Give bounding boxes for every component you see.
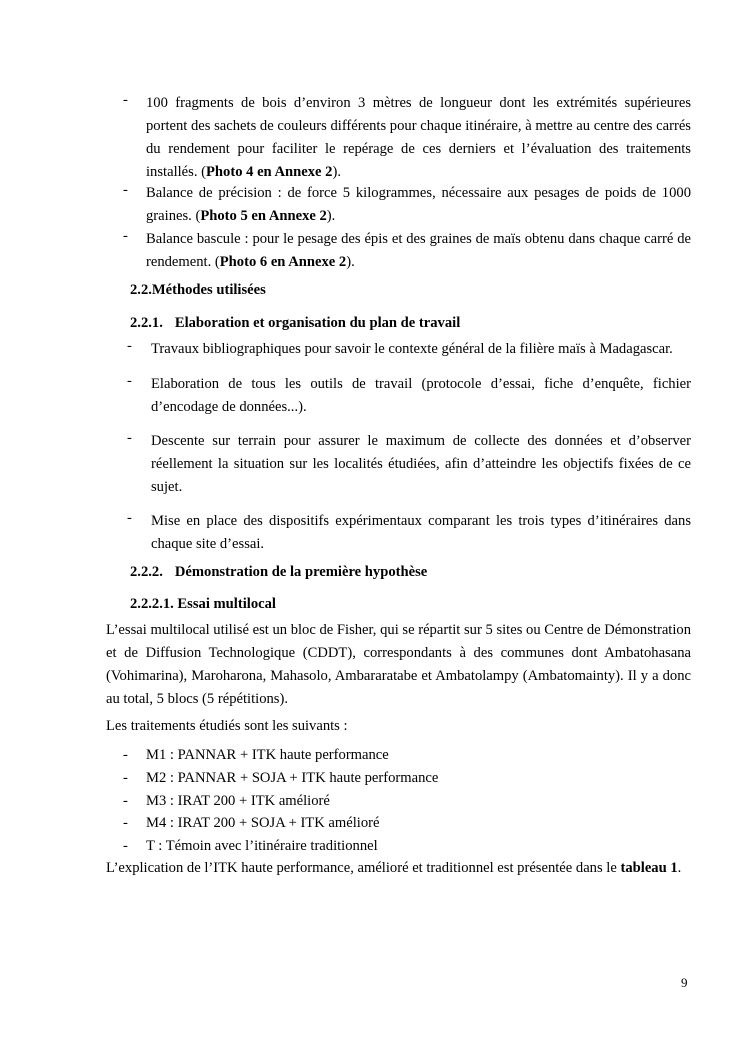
- material-item-balance-bascule: Balance bascule : pour le pesage des épis et des graines de maïs obtenu dans chaque carré de rendement. (Photo 6 en Annexe 2).: [146, 231, 691, 270]
- page-number: 9: [681, 975, 688, 990]
- photo-reference: Photo 4 en Annexe 2: [206, 164, 333, 180]
- material-item-fragments: 100 fragments de bois d’environ 3 mètres de longueur dont les extrémités supérieures portent des sachets de couleurs différents pour chaque itinéraire, à mettre au centre des carrés du rendement pour faciliter le repérage de ces derniers et l’évaluation des traitements installés. (Photo 4 en Annexe 2).: [146, 95, 691, 180]
- table-reference: tableau 1: [620, 860, 678, 876]
- paragraph-explication: L’explication de l’ITK haute performance, amélioré et traditionnel est présentée dans le tableau 1.: [106, 860, 682, 876]
- section-heading-2-2-2: 2.2.2. Démonstration de la première hypothèse: [130, 564, 428, 580]
- list-dash: -: [123, 182, 128, 198]
- list-dash: -: [127, 338, 132, 354]
- list-dash: -: [127, 510, 132, 526]
- treatment-item: M4 : IRAT 200 + SOJA + ITK amélioré: [146, 815, 380, 831]
- treatment-item: T : Témoin avec l’itinéraire traditionnel: [146, 838, 378, 854]
- photo-reference: Photo 5 en Annexe 2: [200, 208, 327, 224]
- section-heading-2-2: 2.2.Méthodes utilisées: [130, 282, 266, 298]
- plan-item: Descente sur terrain pour assurer le maximum de collecte des données et d’observer réellement la situation sur les localités étudiées, afin d’atteindre les objectifs fixées de ce sujet.: [151, 433, 691, 495]
- list-dash: -: [123, 838, 128, 854]
- plan-item: Mise en place des dispositifs expérimentaux comparant les trois types d’itinéraires dans chaque site d’essai.: [151, 513, 691, 552]
- section-heading-2-2-2-1: 2.2.2.1. Essai multilocal: [130, 596, 276, 612]
- section-heading-2-2-1: 2.2.1. Elaboration et organisation du plan de travail: [130, 315, 461, 331]
- list-dash: -: [127, 373, 132, 389]
- list-dash: -: [123, 92, 128, 108]
- treatment-item: M1 : PANNAR + ITK haute performance: [146, 747, 389, 763]
- treatment-item: M3 : IRAT 200 + ITK amélioré: [146, 793, 330, 809]
- list-dash: -: [123, 770, 128, 786]
- list-dash: -: [123, 747, 128, 763]
- paragraph-traitements-intro: Les traitements étudiés sont les suivants :: [106, 718, 348, 734]
- material-item-balance-precision: Balance de précision : de force 5 kilogrammes, nécessaire aux pesages de poids de 1000 graines. (Photo 5 en Annexe 2).: [146, 185, 691, 224]
- list-dash: -: [123, 815, 128, 831]
- photo-reference: Photo 6 en Annexe 2: [219, 254, 347, 270]
- treatment-item: M2 : PANNAR + SOJA + ITK haute performance: [146, 770, 439, 786]
- plan-item: Elaboration de tous les outils de travail (protocole d’essai, fiche d’enquête, fichier d’encodage de données...).: [151, 376, 691, 415]
- list-dash: -: [123, 228, 128, 244]
- paragraph-essai-multilocal: L’essai multilocal utilisé est un bloc de Fisher, qui se répartit sur 5 sites ou Centre de Démonstration et de Diffusion Technologique (CDDT), correspondants à des communes dont Ambatohasana (Vohimarina), Maroharona, Mahasolo, Ambararatabe et Ambatolampy (Ambatomainty). Il y a donc au total, 5 blocs (5 répétitions).: [106, 622, 691, 707]
- plan-item: Travaux bibliographiques pour savoir le contexte général de la filière maïs à Madagascar.: [151, 341, 673, 357]
- list-dash: -: [123, 793, 128, 809]
- list-dash: -: [127, 430, 132, 446]
